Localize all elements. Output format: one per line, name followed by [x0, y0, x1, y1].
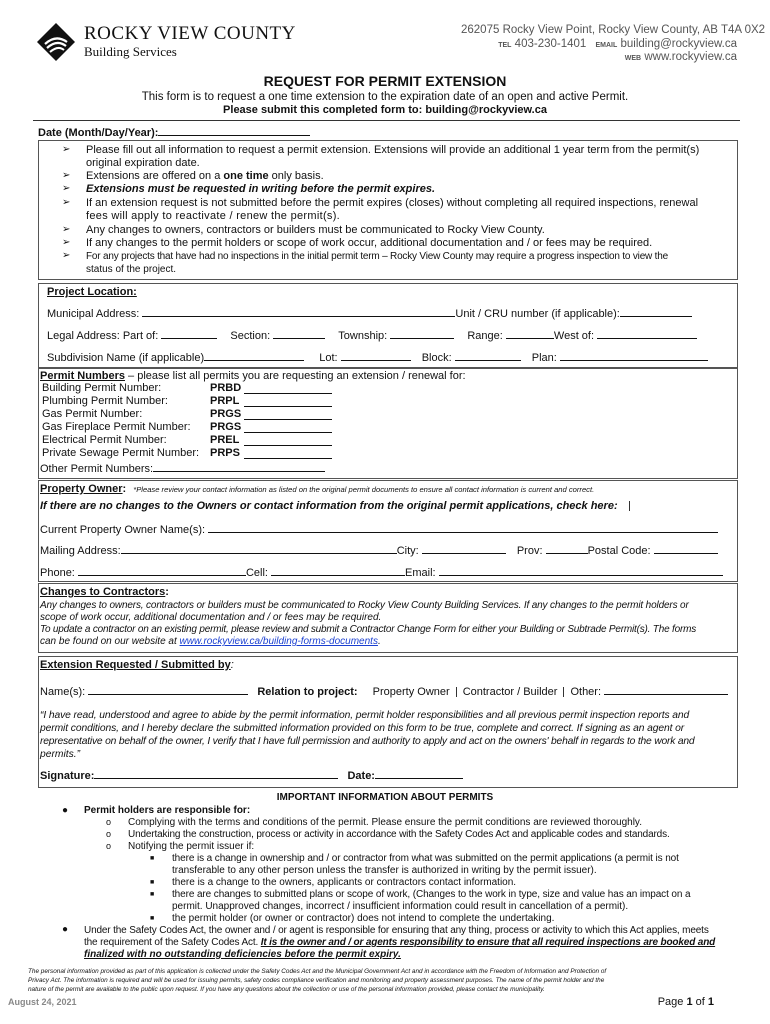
bullet-dot-icon: ● [62, 924, 69, 935]
imp-b2b: the requirement of the Safety Codes Act. [84, 937, 261, 948]
instr-4a: If an extension request is not submitted before the permit expires (closes) without completing all required inspections, renewal [86, 197, 699, 209]
org-web-line [625, 51, 737, 65]
owner-nochange-line [40, 500, 636, 513]
permit-row-prefix: PRPS [210, 447, 240, 459]
imp-s3b: permit. Unapproved changes, incorrect / insufficient information could result in cancellation of a permit). [172, 901, 629, 912]
prov-label: Prov: [516, 545, 543, 557]
range-label: Range: [467, 330, 503, 342]
township-label: Township: [338, 330, 388, 342]
declaration-4: permits.” [40, 749, 81, 760]
extension-colon: : [230, 659, 234, 671]
imp-s1a: there is a change in ownership and / or contractor from what was submitted on the permit applications (a permit is not [172, 853, 679, 864]
block-label: Block: [421, 352, 452, 364]
arrow-bullet-icon: ➢ [62, 250, 71, 261]
square-bullet-icon: ■ [150, 891, 155, 898]
names-label: Name(s): [40, 686, 86, 698]
imp-s2: there is a change to the owners, applicants or contractors contact information. [172, 877, 517, 888]
phone-field[interactable] [78, 565, 246, 576]
privacy-3: nature of the permit are available to the public upon request. If you have any questions about the collection or use of the personal information provided, please contact the municipality. [28, 986, 545, 993]
part-of-field[interactable] [161, 328, 217, 339]
contractors-p1: Any changes to owners, contractors or builders must be communicated to Rocky View County Building Services. If any changes to the permit holders or [40, 600, 689, 611]
permit-heading: Permit Numbers [40, 370, 125, 382]
intro-line-2: Please submit this completed form to: building@rockyview.ca [223, 104, 547, 116]
permit-row-prefix: PRBD [210, 382, 242, 394]
permit-row-label: Private Sewage Permit Number: [42, 447, 200, 459]
owner-heading: Property Owner [40, 483, 123, 495]
range-field[interactable] [506, 328, 554, 339]
date-label [38, 125, 310, 140]
permit-number-field[interactable] [244, 435, 332, 446]
subdivision-row [47, 350, 708, 365]
circle-bullet-icon: o [106, 817, 112, 827]
unit-label: Unit / CRU number (if applicable): [455, 308, 620, 320]
signature-field[interactable] [94, 768, 338, 779]
owner-heading-colon: : [122, 483, 127, 495]
instr-1b: original expiration date. [86, 157, 200, 169]
contractors-p4a: can be found on our website at [40, 636, 180, 647]
instr-3-text: Extensions must be requested in writing before the permit expires [86, 183, 432, 195]
permit-heading-rest: – please list all permits you are requesting an extension / renewal for: [124, 370, 466, 382]
instr-2a: Extensions are offered on a [86, 170, 224, 182]
permit-number-field[interactable] [244, 409, 332, 420]
signature-label: Signature: [40, 770, 95, 782]
other-permits-row [40, 461, 325, 476]
block-field[interactable] [455, 350, 521, 361]
current-owner-label: Current Property Owner Name(s): [40, 524, 206, 536]
imp-s1b: transferable to any other person unless the transfer is authorized in writing by the permit issuer). [172, 865, 597, 876]
permit-row-prefix: PRGS [210, 408, 242, 420]
names-field[interactable] [88, 684, 248, 695]
bullet-dot-icon: ● [62, 805, 69, 816]
subdivision-field[interactable] [204, 350, 304, 361]
city-field[interactable] [422, 543, 506, 554]
signature-row [40, 768, 463, 783]
instr-1a: Please fill out all information to request a permit extension. Extensions will provide an additional 1 year term from the permit(s) [86, 144, 700, 156]
names-row [40, 684, 728, 699]
intro-line-1: This form is to request a one time extension to the expiration date of an open and active Permit. [141, 91, 629, 103]
arrow-bullet-icon: ➢ [62, 197, 71, 208]
owner-note: *Please review your contact information as listed on the original permit documents to ensure all contact information is current and correct. [133, 485, 595, 494]
cell-field[interactable] [271, 565, 405, 576]
square-bullet-icon: ■ [150, 855, 155, 862]
west-of-label: West of: [553, 330, 595, 342]
township-field[interactable] [390, 328, 454, 339]
arrow-bullet-icon: ➢ [62, 237, 71, 248]
permit-row-label: Gas Permit Number: [42, 408, 143, 420]
square-bullet-icon: ■ [150, 915, 155, 922]
tel-value: 403-230-1401 [514, 38, 587, 50]
section-field[interactable] [273, 328, 325, 339]
instr-7b: status of the project. [86, 264, 177, 275]
permit-number-field[interactable] [244, 383, 332, 394]
relation-contractor-checkbox[interactable] [563, 687, 564, 697]
org-sub: Building Services [84, 44, 177, 59]
page-current: 1 [686, 996, 693, 1008]
county-logo [36, 22, 76, 62]
org-name: ROCKY VIEW COUNTY [84, 23, 296, 44]
postal-label: Postal Code: [587, 545, 651, 557]
postal-field[interactable] [654, 543, 718, 554]
rvc-logo-icon [36, 22, 76, 62]
imp-b2d: finalized with no outstanding deficiencies before the permit expiry. [84, 949, 401, 960]
square-bullet-icon: ■ [150, 879, 155, 886]
legal-row [47, 328, 697, 343]
relation-contractor-label: Contractor / Builder [462, 686, 558, 698]
form-title: REQUEST FOR PERMIT EXTENSION [263, 73, 507, 89]
contractors-p3: To update a contractor on an existing permit, please review and submit a Contractor Change Form for either your Building or Subtrade Permit(s). The forms [40, 624, 697, 635]
contractors-heading-line [40, 586, 169, 599]
contractors-p2: scope of work occur, additional documentation and / or fees may be required. [40, 612, 382, 623]
mailing-field[interactable] [121, 543, 397, 554]
relation-label: Relation to project: [257, 686, 358, 698]
arrow-bullet-icon: ➢ [62, 170, 71, 181]
extension-heading: Extension Requested / Submitted by [40, 659, 231, 671]
unit-field[interactable] [620, 306, 692, 317]
phone-row [40, 565, 723, 580]
arrow-bullet-icon: ➢ [62, 144, 71, 155]
owner-email-field[interactable] [439, 565, 723, 576]
mailing-label: Mailing Address: [40, 545, 121, 557]
instr-4b: fees will apply to reactivate / renew the permit(s). [86, 210, 341, 222]
permit-row-label: Electrical Permit Number: [42, 434, 167, 446]
arrow-bullet-icon: ➢ [62, 183, 71, 194]
prov-field[interactable] [546, 543, 588, 554]
relation-owner-checkbox[interactable] [456, 687, 457, 697]
imp-o1: Complying with the terms and conditions of the permit. Please ensure the permit conditions are reviewed thoroughly. [128, 817, 642, 828]
project-heading: Project Location: [47, 286, 137, 298]
other-permits-label: Other Permit Numbers: [40, 463, 154, 475]
circle-bullet-icon: o [106, 829, 112, 839]
permit-row-label: Gas Fireplace Permit Number: [42, 421, 191, 433]
instr-2 [86, 170, 324, 183]
section-label: Section: [230, 330, 271, 342]
circle-bullet-icon: o [106, 841, 112, 851]
extension-heading-line [40, 659, 234, 672]
instr-2c: only basis. [268, 170, 324, 182]
relation-owner-label: Property Owner [372, 686, 450, 698]
declaration-1: “I have read, understood and agree to abide by the permit information, permit holder responsibilities and all previous permit inspection reports and [40, 710, 690, 721]
imp-s3a: there are changes to submitted plans or scope of work, (Changes to the work in type, size and value has an impact on a [172, 889, 691, 900]
email-label: EMAIL [595, 42, 618, 49]
permit-number-field[interactable] [244, 422, 332, 433]
footer-date: August 24, 2021 [8, 997, 77, 1007]
instr-5: Any changes to owners, contractors or builders must be communicated to Rocky View County. [86, 224, 545, 236]
contractors-p4b: . [377, 636, 381, 647]
permit-number-field[interactable] [244, 396, 332, 407]
city-label: City: [396, 545, 419, 557]
imp-b1: Permit holders are responsible for: [84, 805, 251, 816]
plan-field[interactable] [560, 350, 708, 361]
tel-label: TEL [498, 42, 512, 49]
imp-o3: Notifying the permit issuer if: [128, 841, 255, 852]
permit-row-label: Building Permit Number: [42, 382, 162, 394]
permit-row-prefix: PRPL [210, 395, 240, 407]
org-address: 262075 Rocky View Point, Rocky View County, AB T4A 0X2 [461, 24, 766, 36]
title-rule [33, 120, 740, 121]
owner-heading-line [40, 483, 594, 496]
cell-label: Cell: [245, 567, 268, 579]
page-number [658, 996, 714, 1009]
date-field[interactable] [158, 125, 310, 136]
current-owner-row [40, 522, 718, 537]
relation-other-label: Other: [570, 686, 602, 698]
contractors-p4 [40, 635, 381, 648]
sign-date-field[interactable] [375, 768, 463, 779]
imp-s4: the permit holder (or owner or contractor) does not intend to complete the undertaking. [172, 913, 555, 924]
west-of-field[interactable] [597, 328, 697, 339]
instr-2b: one time [223, 170, 269, 182]
page-label: Page [657, 996, 687, 1008]
web-label: WEB [624, 55, 642, 62]
no-change-checkbox[interactable] [629, 501, 630, 511]
owner-nochange-text: If there are no changes to the Owners or contact information from the original permit applications, check here: [40, 500, 618, 512]
municipal-address-field[interactable] [142, 306, 455, 317]
other-permits-field[interactable] [153, 461, 325, 472]
instr-3 [86, 183, 435, 196]
legal-label: Legal Address: Part of: [47, 330, 159, 342]
owner-email-label: Email: [405, 567, 436, 579]
sign-date-label: Date: [347, 770, 375, 782]
privacy-1: The personal information provided as part of this application is collected under the Safety Codes Act and the Municipal Government Act and in accordance with the Freedom of Information and Protection of [28, 968, 607, 975]
web-value[interactable]: www.rockyview.ca [644, 51, 737, 63]
municipal-label: Municipal Address: [47, 308, 140, 320]
privacy-2: Privacy Act. The information is required and will be used for issuing permits, safety codes compliance verification and monitoring and property assessment purposes. The name of the permit holder and the [28, 977, 605, 984]
contractors-heading: Changes to Contractors [40, 586, 166, 598]
instr-7a: For any projects that have had no inspections in the initial permit term – Rocky View County may require a progress inspection to view the [86, 251, 668, 262]
permit-row-label: Plumbing Permit Number: [42, 395, 168, 407]
instr-3-end: . [431, 183, 436, 195]
imp-b2a: Under the Safety Codes Act, the owner and / or agent is responsible for ensuring that any thing, process or activity to which this Act applies, meets [84, 925, 709, 936]
page-of: of [692, 996, 708, 1008]
contractors-colon: : [165, 586, 169, 598]
current-owner-field[interactable] [208, 522, 718, 533]
org-tel-line [498, 38, 737, 52]
page-total: 1 [707, 996, 714, 1008]
declaration-3: representative on behalf of the owner, I verify that I have full permission and authority to apply and act on the owners' behalf in regards to the work and [40, 736, 695, 747]
lot-label: Lot: [319, 352, 338, 364]
relation-other-field[interactable] [604, 684, 728, 695]
plan-label: Plan: [531, 352, 557, 364]
permit-number-field[interactable] [244, 448, 332, 459]
forms-link[interactable]: www.rockyview.ca/building-forms-documents [179, 636, 378, 647]
permit-row-prefix: PRGS [210, 421, 242, 433]
imp-b2c: It is the owner and / or agents responsibility to ensure that all required inspections are booked and [260, 937, 716, 948]
imp-o2: Undertaking the construction, process or activity in accordance with the Safety Codes Act and applicable codes and standards. [128, 829, 670, 840]
important-heading: IMPORTANT INFORMATION ABOUT PERMITS [276, 792, 494, 803]
instr-6: If any changes to the permit holders or scope of work occur, additional documentation and / or fees may be required. [86, 237, 653, 249]
subdivision-label: Subdivision Name (if applicable) [47, 352, 205, 364]
lot-field[interactable] [341, 350, 411, 361]
declaration-2: permit conditions, and I hereby declare the submitted information provided on this form to be true, complete and correct. If signing as an agent or [40, 723, 685, 734]
date-label-text: Date (Month/Day/Year): [38, 127, 159, 139]
municipal-row [47, 306, 692, 321]
permit-row-prefix: PREL [210, 434, 240, 446]
email-value[interactable]: building@rockyview.ca [620, 38, 737, 50]
phone-label: Phone: [40, 567, 75, 579]
arrow-bullet-icon: ➢ [62, 224, 71, 235]
mailing-row [40, 543, 718, 558]
